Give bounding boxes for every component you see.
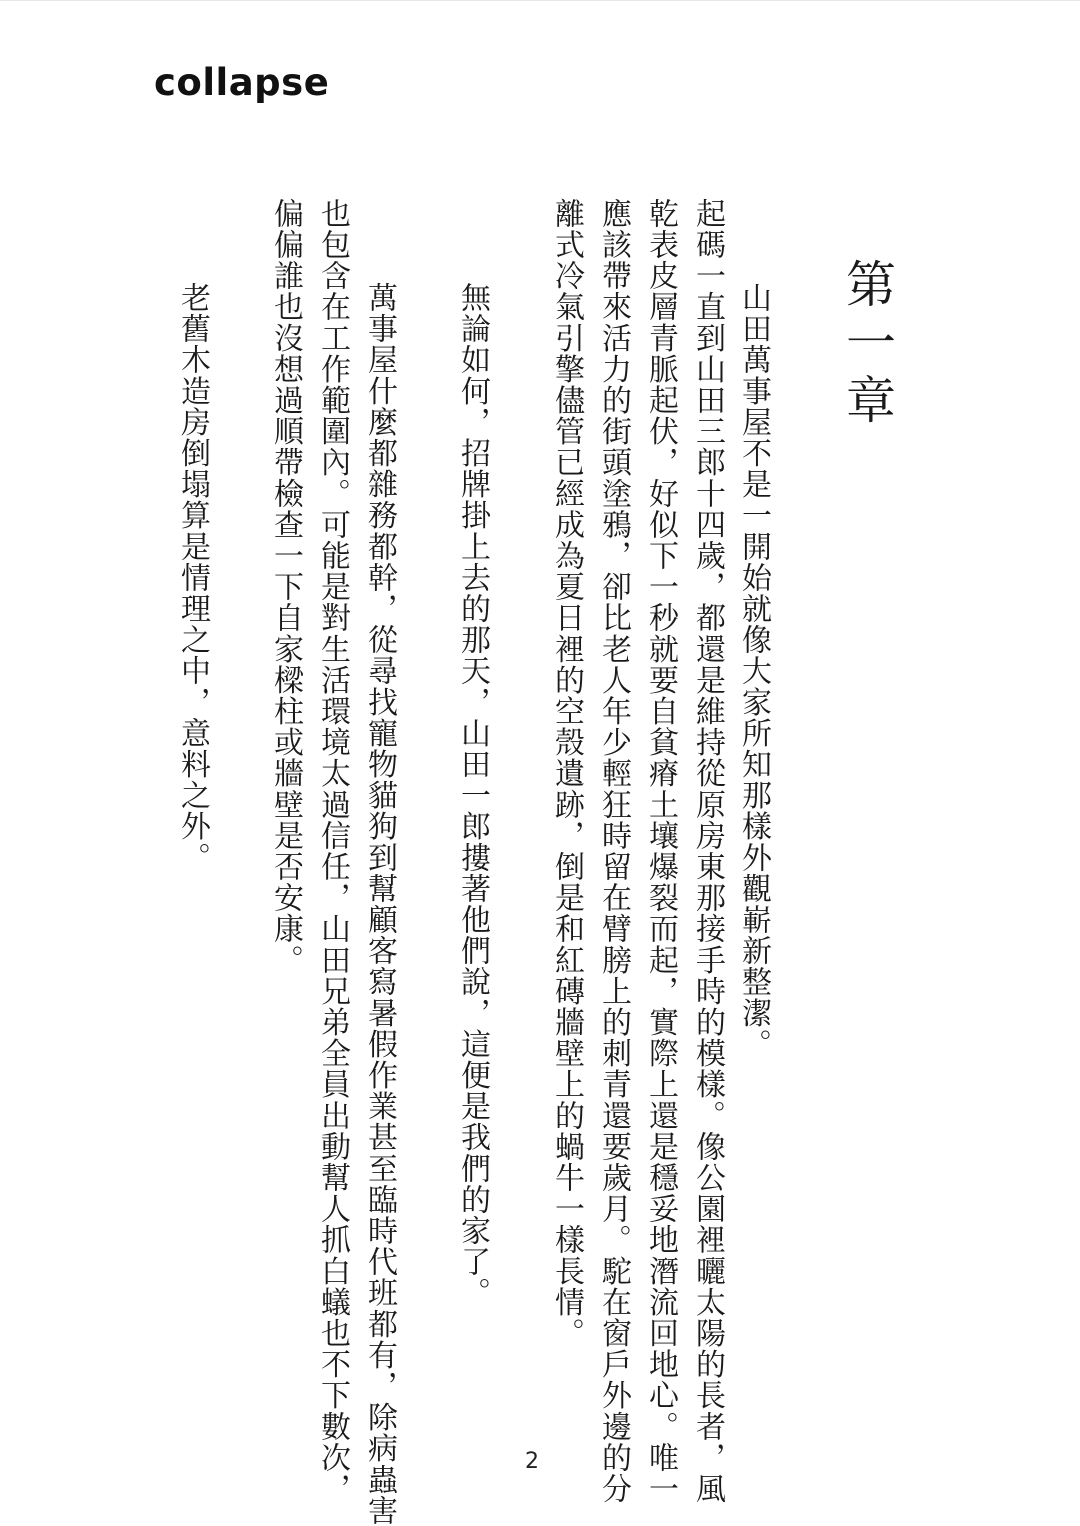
page-number: 2 (525, 1449, 539, 1474)
paragraph-column: 離式冷氣引擎儘管已經成為夏日裡的空殼遺跡，倒是和紅磚牆壁上的蝸牛一樣長情。 (549, 198, 584, 1349)
paragraph-column: 也包含在工作範圍內。可能是對生活環境太過信任，山田兄弟全員出動幫人抓白蟻也不下數次， (315, 198, 350, 1505)
paragraph-column: 乾表皮層青脈起伏，好似下一秒就要自貧瘠土壤爆裂而起，實際上還是穩妥地潛流回地心。唯一 (643, 198, 678, 1505)
paragraph-column: 應該帶來活力的街頭塗鴉，卻比老人年少輕狂時留在臂膀上的刺青還要歲月。駝在窗戶外邊的分 (596, 198, 631, 1505)
paragraph-column: 老舊木造房倒塌算是情理之中，意料之外。 (175, 251, 210, 873)
book-title: collapse (154, 61, 330, 104)
paragraph-column: 偏偏誰也沒想過順帶檢查一下自家樑柱或牆壁是否安康。 (268, 198, 303, 976)
paragraph-column: 起碼一直到山田三郎十四歲，都還是維持從原房東那接手時的模樣。像公園裡曬太陽的長者，風 (690, 198, 725, 1505)
paragraph-column: 萬事屋什麼都雜務都幹，從尋找寵物貓狗到幫顧客寫暑假作業甚至臨時代班都有，除病蟲害 (362, 251, 397, 1526)
chapter-heading: 第一章 (838, 258, 896, 432)
paragraph-column: 山田萬事屋不是一開始就像大家所知那樣外觀嶄新整潔。 (736, 251, 771, 1060)
paragraph-column: 無論如何，招牌掛上去的那天，山田一郎摟著他們說，這便是我們的家了。 (455, 251, 490, 1309)
